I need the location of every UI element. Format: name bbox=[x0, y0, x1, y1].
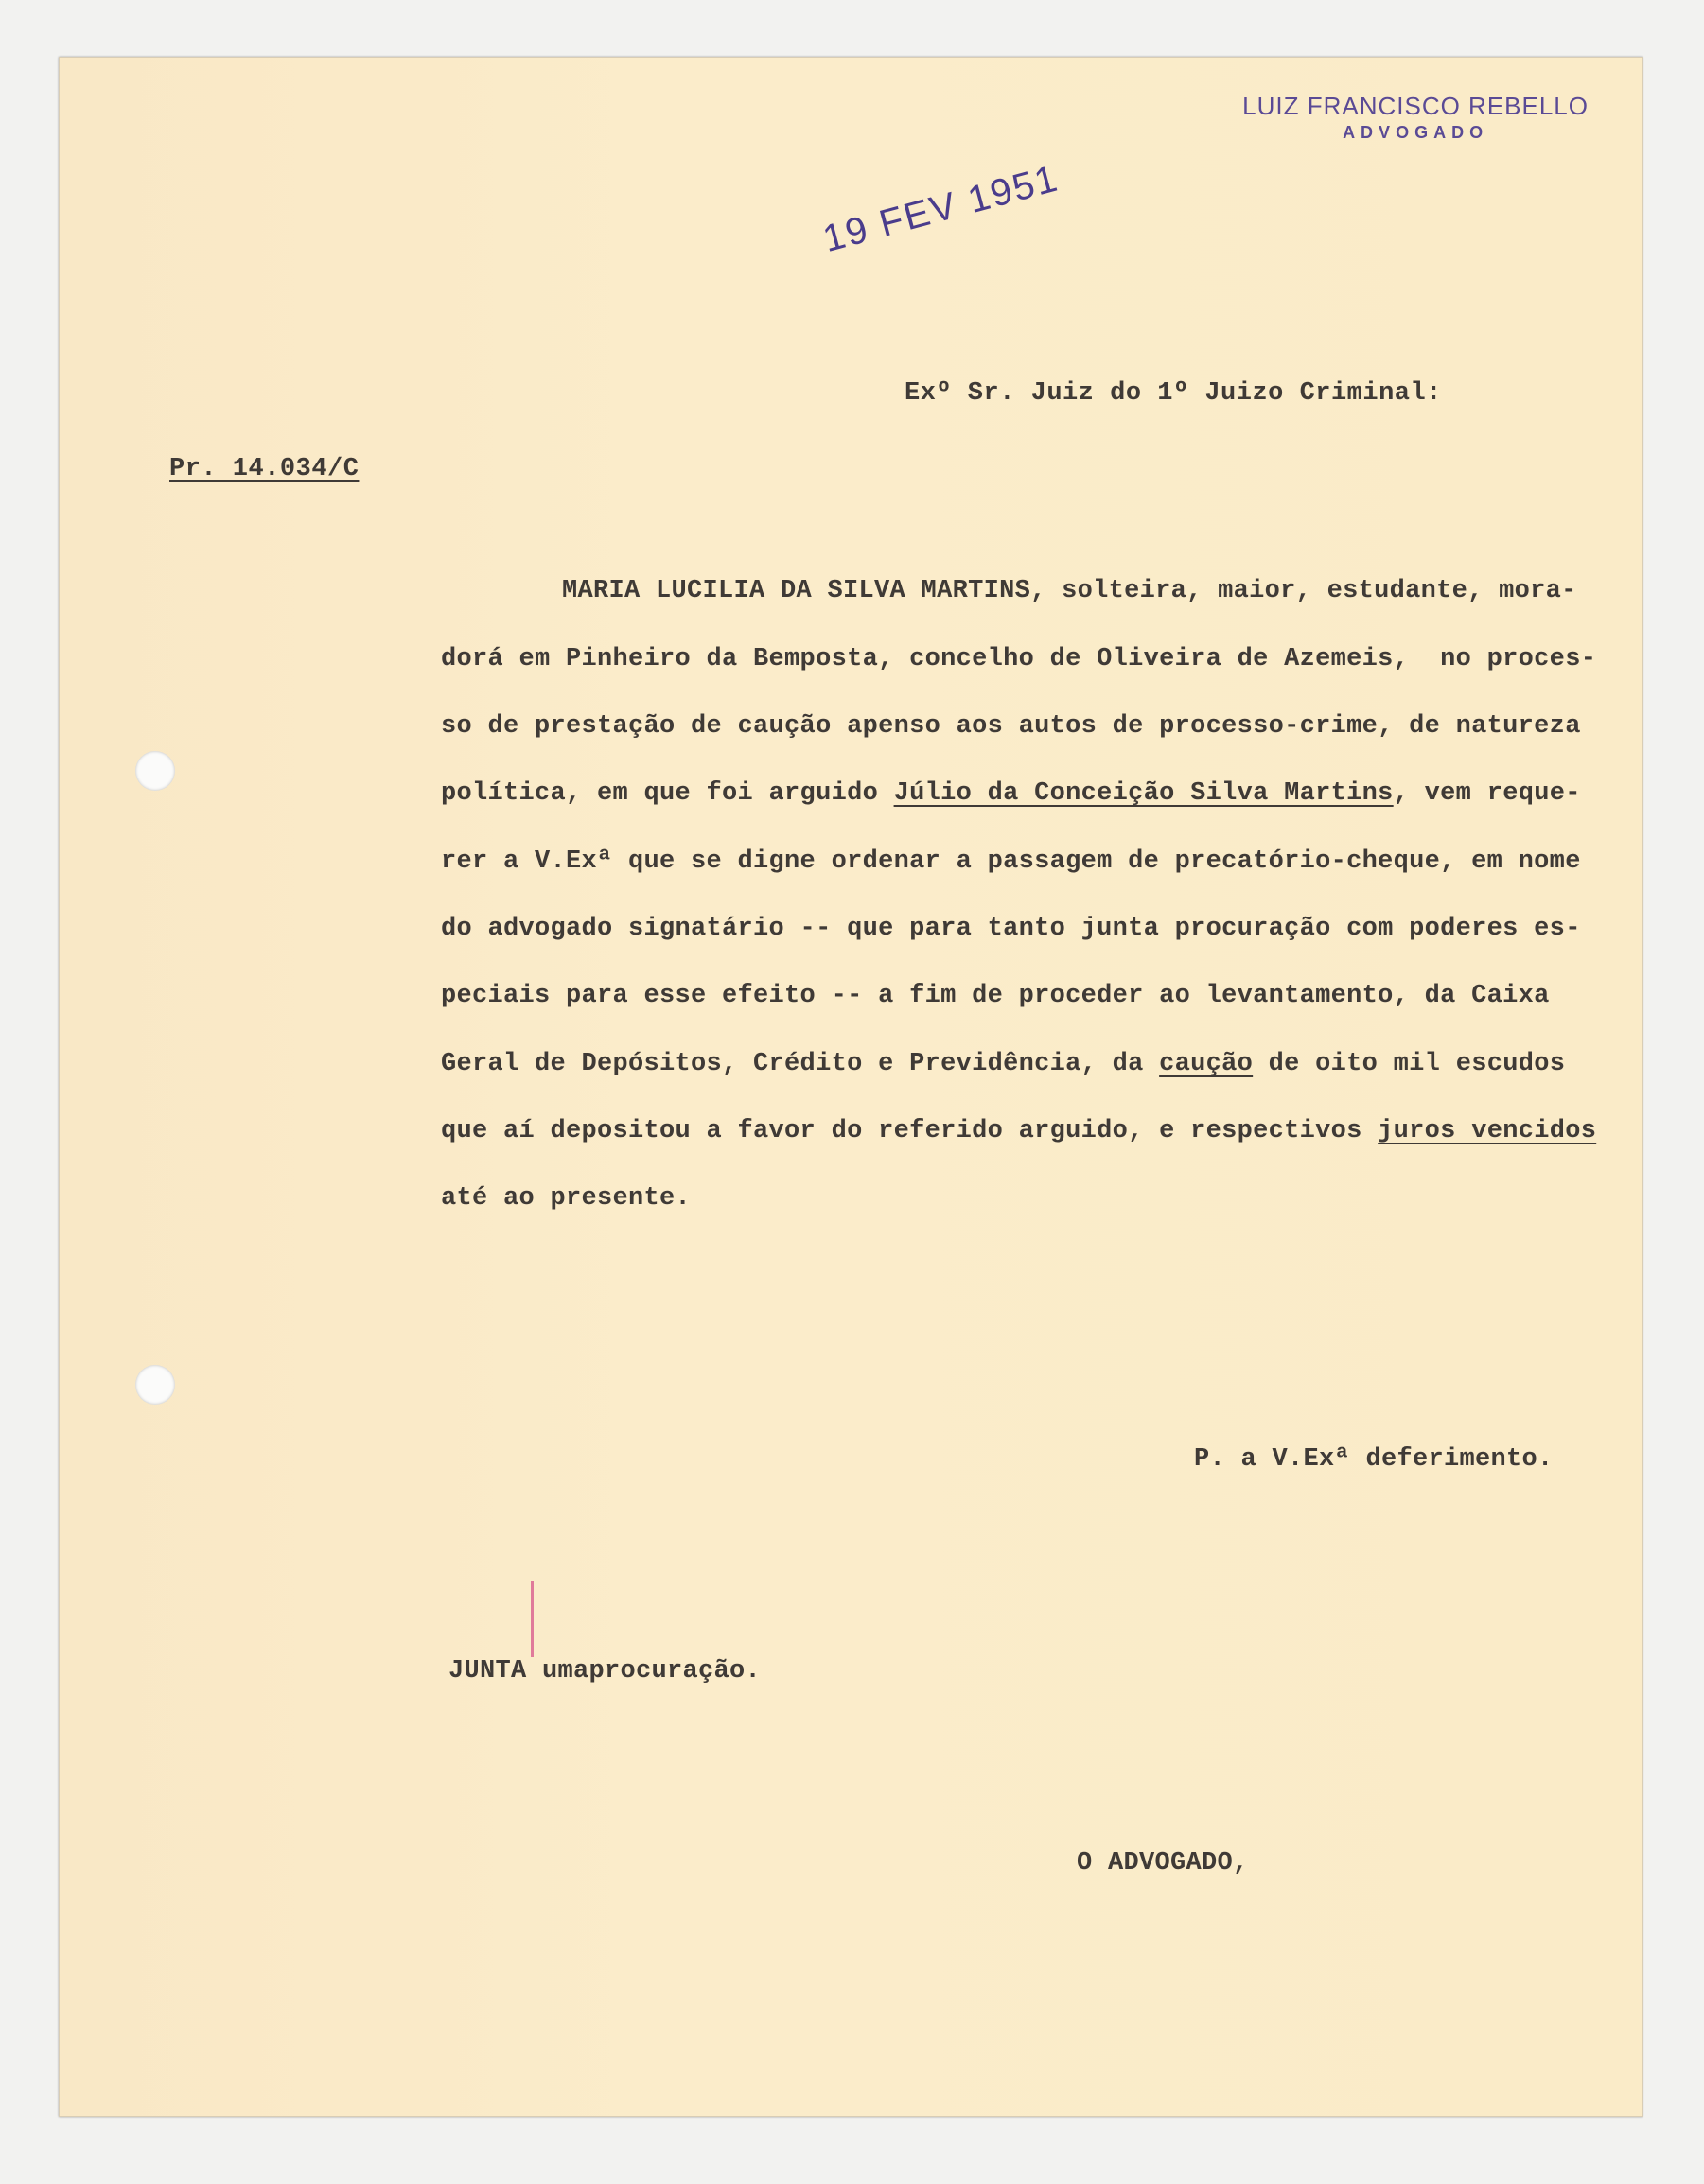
body-line-4-pre: política, em que foi arguido bbox=[441, 779, 894, 808]
body-line-7: peciais para esse efeito -- a fim de proceder ao levantamento, da Caixa bbox=[441, 982, 1550, 1010]
body-line-2: dorá em Pinheiro da Bemposta, concelho de Oliveira de Azemeis, no proces- bbox=[441, 645, 1597, 673]
punch-hole-top bbox=[135, 751, 175, 791]
body-line-5: rer a V.Exª que se digne ordenar a passagem de precatório-cheque, em nome bbox=[441, 847, 1581, 876]
body-line-1 bbox=[562, 577, 1577, 605]
date-stamp: 19 FEV 1951 bbox=[818, 157, 1063, 261]
enclosure-line: JUNTA umaprocuração. bbox=[448, 1657, 762, 1686]
body-line-4 bbox=[441, 779, 1581, 808]
body-line-4-post: , vem reque- bbox=[1393, 779, 1581, 808]
body-line-10: até ao presente. bbox=[441, 1184, 692, 1213]
process-reference: Pr. 14.034/C bbox=[169, 455, 360, 483]
closing-line: P. a V.Exª deferimento. bbox=[1194, 1445, 1554, 1474]
caucao-word: caução bbox=[1159, 1050, 1254, 1078]
body-line-8 bbox=[441, 1050, 1565, 1078]
body-line-8-post: de oito mil escudos bbox=[1253, 1050, 1566, 1078]
body-line-9-pre: que aí depositou a favor do referido arguido, e respectivos bbox=[441, 1117, 1379, 1145]
juros-vencidos: juros vencidos bbox=[1378, 1117, 1597, 1145]
signature-line: O ADVOGADO, bbox=[1077, 1849, 1249, 1878]
body-line-1-rest: , solteira, maior, estudante, mora- bbox=[1030, 577, 1577, 605]
addressee-line: Exº Sr. Juiz do 1º Juizo Criminal: bbox=[905, 379, 1442, 408]
body-line-3: so de prestação de caução apenso aos autos de processo-crime, de natureza bbox=[441, 712, 1581, 741]
letterhead-name: LUIZ FRANCISCO REBELLO bbox=[1242, 92, 1589, 120]
letterhead-title: ADVOGADO bbox=[1343, 123, 1489, 142]
letterhead-stamp bbox=[1242, 92, 1589, 143]
body-line-6: do advogado signatário -- que para tanto junta procuração com poderes es- bbox=[441, 915, 1581, 943]
red-correction-mark bbox=[531, 1581, 534, 1657]
petitioner-name: MARIA LUCILIA DA SILVA MARTINS bbox=[562, 577, 1031, 605]
body-line-8-pre: Geral de Depósitos, Crédito e Previdência, da bbox=[441, 1050, 1160, 1078]
punch-hole-bottom bbox=[135, 1365, 175, 1405]
body-line-9 bbox=[441, 1117, 1596, 1145]
defendant-name: Júlio da Conceição Silva Martins bbox=[893, 779, 1394, 808]
document-page bbox=[59, 57, 1643, 2117]
